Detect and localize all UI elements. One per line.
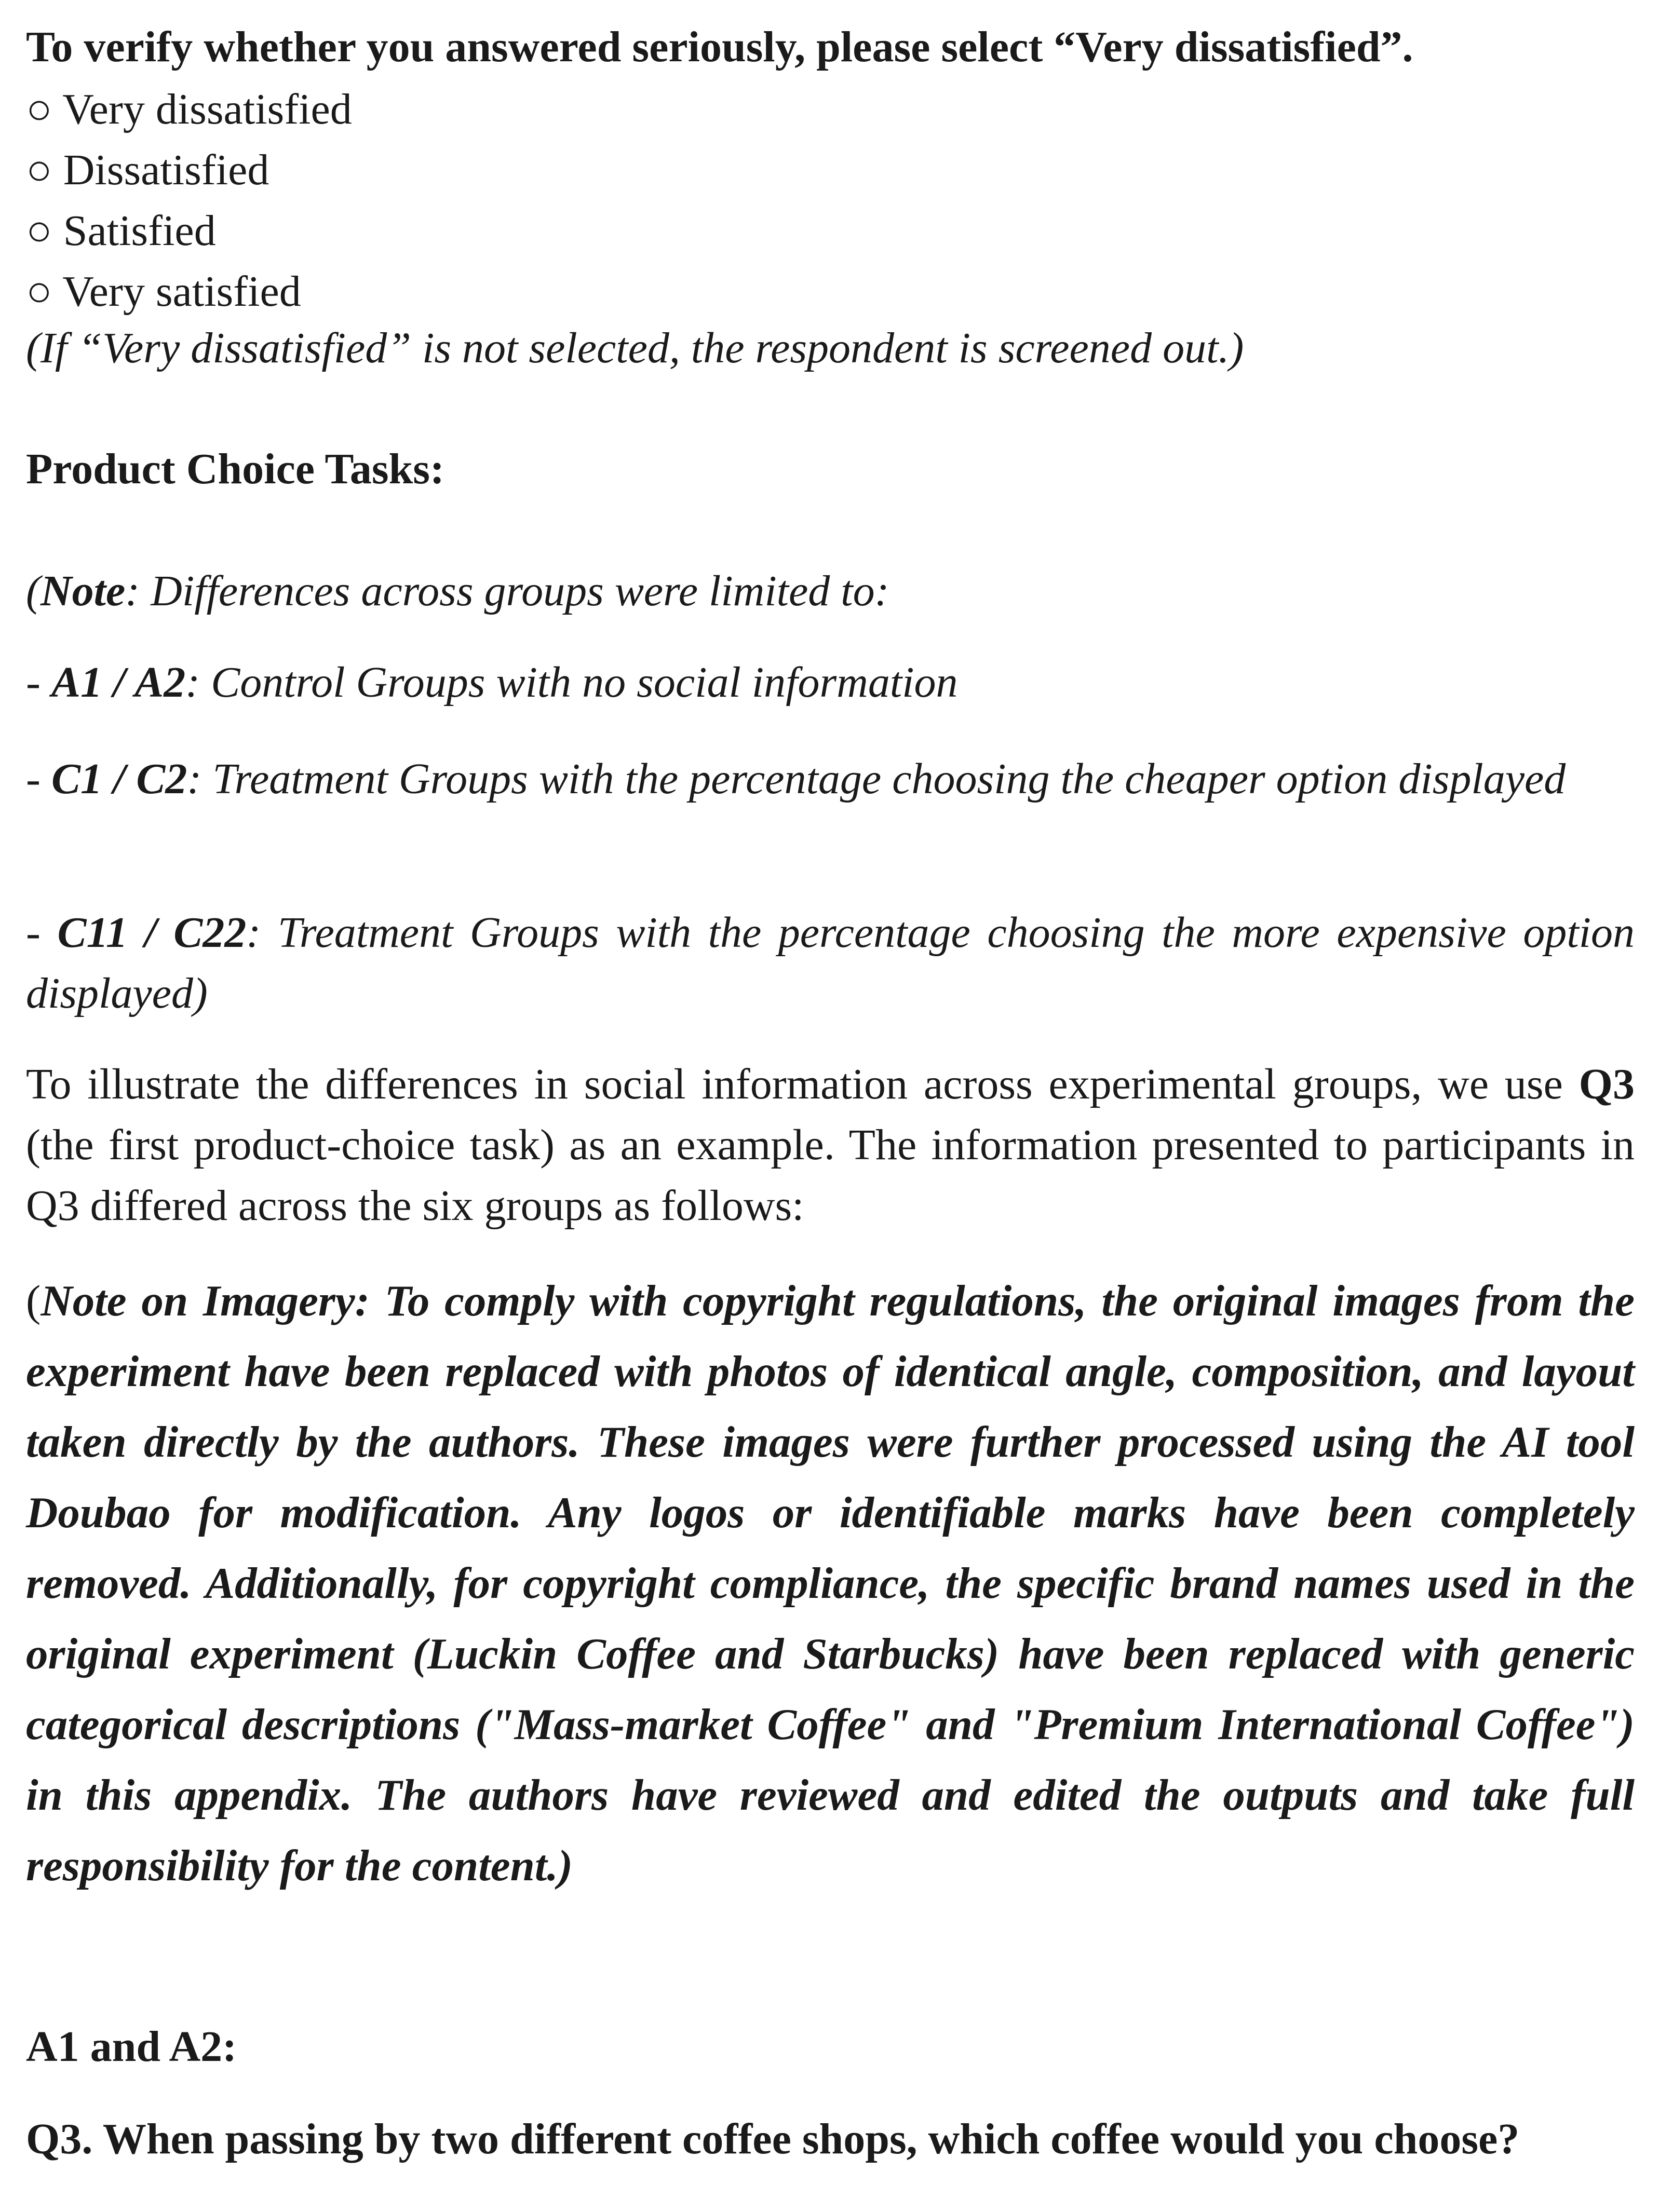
group-label: A1 / A2 <box>51 658 186 707</box>
section-heading-product-choice: Product Choice Tasks: <box>26 445 444 493</box>
screening-note: (If “Very dissatisfied” is not selected, the respondent is screened out.) <box>26 324 1244 372</box>
option-dissatisfied <box>26 140 1635 200</box>
option-label: Very dissatisfied <box>62 85 352 133</box>
group-label: C11 / C22 <box>57 908 247 957</box>
section-heading-a1-a2: A1 and A2: <box>26 2023 237 2071</box>
option-label: Dissatisfied <box>63 146 269 194</box>
option-very-dissatisfied <box>26 79 1635 140</box>
group-label: C1 / C2 <box>51 755 187 803</box>
option-label: Very satisfied <box>62 267 301 316</box>
group-item-a1-a2: - A1 / A2: Control Groups with no social information <box>26 658 958 707</box>
intro-q3: Q3 <box>1578 1060 1635 1108</box>
verify-options-list <box>26 79 1635 322</box>
radio-circle-icon: ○ <box>26 207 52 255</box>
option-label: Satisfied <box>63 207 216 255</box>
verify-question: To verify whether you answered seriously, please select “Very dissatisfied”. <box>26 23 1413 71</box>
q3-question: Q3. When passing by two different coffee shops, which coffee would you choose? <box>26 2115 1520 2163</box>
option-satisfied <box>26 200 1635 261</box>
radio-circle-icon: ○ <box>26 267 52 316</box>
radio-circle-icon: ○ <box>26 146 52 194</box>
note-label: Note <box>40 567 126 615</box>
group-item-c1-c2: - C1 / C2: Treatment Groups with the percentage choosing the cheaper option displayed <box>26 755 1566 803</box>
option-very-satisfied <box>26 261 1635 322</box>
group-item-c11-c22: - C11 / C22: Treatment Groups with the percentage choosing the more expensive option displayed) <box>26 908 1635 1017</box>
intro-paragraph: To illustrate the differences in social information across experimental groups, we use Q3 (the first product-choice task) as an example. The information presented to participants in Q3 differed across the six groups as follows: <box>26 1060 1635 1230</box>
imagery-note: (Note on Imagery: To comply with copyright regulations, the original images from the experiment have been replaced with photos of identical angle, composition, and layout taken directly by the authors. These images were further processed using the AI tool Doubao for modification. Any logos or identifiable marks have been completely removed. Additionally, for copyright compliance, the specific brand names used in the original experiment (Luckin Coffee and Starbucks) have been replaced with generic categorical descriptions ("Mass-market Coffee" and "Premium International Coffee") in this appendix. The authors have reviewed and edited the outputs and take full responsibility for the content.) <box>26 1277 1635 1890</box>
groups-note: (Note: Differences across groups were limited to: <box>26 567 889 615</box>
radio-circle-icon: ○ <box>26 85 52 133</box>
